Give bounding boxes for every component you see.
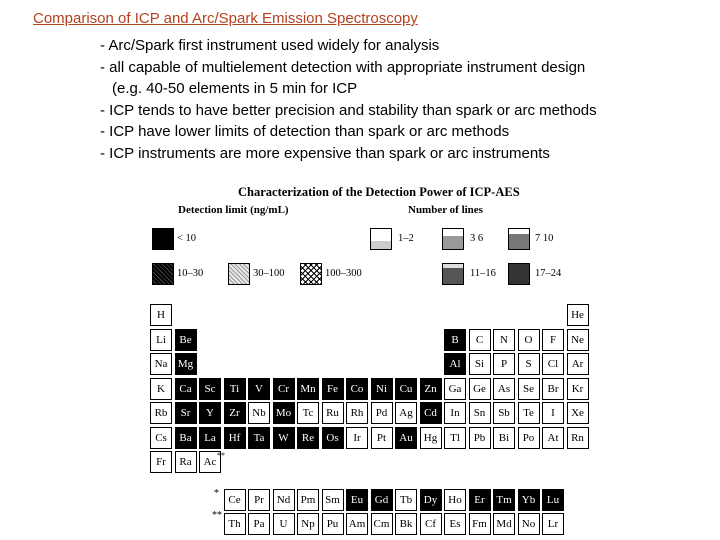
element-cell-c: C: [469, 329, 491, 351]
legend-swatch-17-24: [508, 263, 530, 285]
bullet-item: - ICP instruments are more expensive than spark or arc instruments: [100, 144, 550, 162]
element-cell-ir: Ir: [346, 427, 368, 449]
element-cell-bi: Bi: [493, 427, 515, 449]
legend-label-3-6: 3 6: [470, 233, 484, 244]
element-cell-sn: Sn: [469, 402, 491, 424]
element-cell-yb: Yb: [518, 489, 540, 511]
element-cell-te: Te: [518, 402, 540, 424]
element-cell-re: Re: [297, 427, 319, 449]
number-of-lines-header: Number of lines: [408, 204, 483, 216]
periodic-table-figure: [140, 180, 590, 538]
element-cell-si: Si: [469, 353, 491, 375]
element-cell-np: Np: [297, 513, 319, 535]
element-cell-mn: Mn: [297, 378, 319, 400]
element-cell-b: B: [444, 329, 466, 351]
legend-label-30-100: 30–100: [253, 268, 285, 279]
element-cell-ne: Ne: [567, 329, 589, 351]
element-cell-pa: Pa: [248, 513, 270, 535]
element-cell-ce: Ce: [224, 489, 246, 511]
element-cell-he: He: [567, 304, 589, 326]
element-cell-tm: Tm: [493, 489, 515, 511]
element-cell-cl: Cl: [542, 353, 564, 375]
element-cell-fm: Fm: [469, 513, 491, 535]
element-cell-ti: Ti: [224, 378, 246, 400]
element-cell-p: P: [493, 353, 515, 375]
element-cell-in: In: [444, 402, 466, 424]
element-cell-mg: Mg: [175, 353, 197, 375]
element-cell-br: Br: [542, 378, 564, 400]
element-cell-gd: Gd: [371, 489, 393, 511]
element-cell-ca: Ca: [175, 378, 197, 400]
element-cell-cr: Cr: [273, 378, 295, 400]
element-cell-ra: Ra: [175, 451, 197, 473]
element-cell-zn: Zn: [420, 378, 442, 400]
legend-swatch-100-300: [300, 263, 322, 285]
element-cell-am: Am: [346, 513, 368, 535]
element-cell-co: Co: [346, 378, 368, 400]
element-cell-eu: Eu: [346, 489, 368, 511]
element-cell-bk: Bk: [395, 513, 417, 535]
element-cell-u: U: [273, 513, 295, 535]
bullet-item: - all capable of multielement detection with appropriate instrument design: [100, 58, 586, 76]
element-cell-ac: Ac: [199, 451, 221, 473]
element-cell-f: F: [542, 329, 564, 351]
element-cell-ag: Ag: [395, 402, 417, 424]
element-cell-sm: Sm: [322, 489, 344, 511]
element-cell-ge: Ge: [469, 378, 491, 400]
element-cell-hf: Hf: [224, 427, 246, 449]
element-cell-tc: Tc: [297, 402, 319, 424]
element-cell-rb: Rb: [150, 402, 172, 424]
element-cell-ga: Ga: [444, 378, 466, 400]
element-cell-kr: Kr: [567, 378, 589, 400]
ac-mark: **: [217, 451, 225, 460]
element-cell-lr: Lr: [542, 513, 564, 535]
element-cell-la: La: [199, 427, 221, 449]
element-cell-sb: Sb: [493, 402, 515, 424]
element-cell-k: K: [150, 378, 172, 400]
legend-label-lt10: < 10: [177, 233, 197, 244]
element-cell-nb: Nb: [248, 402, 270, 424]
element-cell-li: Li: [150, 329, 172, 351]
element-cell-os: Os: [322, 427, 344, 449]
element-cell-md: Md: [493, 513, 515, 535]
element-cell-hg: Hg: [420, 427, 442, 449]
element-cell-fe: Fe: [322, 378, 344, 400]
element-cell-s: S: [518, 353, 540, 375]
element-cell-sr: Sr: [175, 402, 197, 424]
element-cell-nd: Nd: [273, 489, 295, 511]
element-cell-rn: Rn: [567, 427, 589, 449]
element-cell-ho: Ho: [444, 489, 466, 511]
element-cell-rh: Rh: [346, 402, 368, 424]
element-cell-no: No: [518, 513, 540, 535]
element-cell-ni: Ni: [371, 378, 393, 400]
element-cell-i: I: [542, 402, 564, 424]
legend-label-17-24: 17–24: [535, 268, 562, 279]
element-cell-dy: Dy: [420, 489, 442, 511]
element-cell-pb: Pb: [469, 427, 491, 449]
element-cell-tb: Tb: [395, 489, 417, 511]
bullet-list: [100, 35, 597, 164]
element-cell-tl: Tl: [444, 427, 466, 449]
lanthanide-mark: *: [214, 488, 219, 499]
legend-label-11-16: 11–16: [470, 268, 496, 279]
element-cell-er: Er: [469, 489, 491, 511]
element-cell-ar: Ar: [567, 353, 589, 375]
element-cell-lu: Lu: [542, 489, 564, 511]
element-cell-w: W: [273, 427, 295, 449]
element-cell-pd: Pd: [371, 402, 393, 424]
bullet-item: - ICP tends to have better precision and stability than spark or arc methods: [100, 101, 597, 119]
legend-label-7-10: 7 10: [535, 233, 554, 244]
legend-label-1-2: 1–2: [398, 233, 414, 244]
element-cell-zr: Zr: [224, 402, 246, 424]
element-cell-mo: Mo: [273, 402, 295, 424]
element-cell-fr: Fr: [150, 451, 172, 473]
element-cell-al: Al: [444, 353, 466, 375]
element-cell-cm: Cm: [371, 513, 393, 535]
element-cell-th: Th: [224, 513, 246, 535]
element-cell-na: Na: [150, 353, 172, 375]
element-cell-o: O: [518, 329, 540, 351]
element-cell-pu: Pu: [322, 513, 344, 535]
legend-swatch-11-16: [442, 263, 464, 285]
element-cell-ta: Ta: [248, 427, 270, 449]
element-cell-be: Be: [175, 329, 197, 351]
element-cell-ba: Ba: [175, 427, 197, 449]
bullet-item: (e.g. 40-50 elements in 5 min for ICP: [112, 80, 358, 97]
legend-swatch-30-100: [228, 263, 250, 285]
element-cell-sc: Sc: [199, 378, 221, 400]
element-cell-pr: Pr: [248, 489, 270, 511]
detection-limit-header: Detection limit (ng/mL): [178, 204, 289, 216]
element-cell-cu: Cu: [395, 378, 417, 400]
element-cell-xe: Xe: [567, 402, 589, 424]
legend-swatch-1-2: [370, 228, 392, 250]
element-cell-as: As: [493, 378, 515, 400]
element-cell-se: Se: [518, 378, 540, 400]
element-cell-at: At: [542, 427, 564, 449]
element-cell-y: Y: [199, 402, 221, 424]
legend-label-100-300: 100–300: [325, 268, 362, 279]
element-cell-po: Po: [518, 427, 540, 449]
legend-label-10-30: 10–30: [177, 268, 204, 279]
element-cell-au: Au: [395, 427, 417, 449]
element-cell-pt: Pt: [371, 427, 393, 449]
element-cell-h: H: [150, 304, 172, 326]
legend-swatch-7-10: [508, 228, 530, 250]
legend-swatch-lt10: [152, 228, 174, 250]
element-cell-cf: Cf: [420, 513, 442, 535]
actinide-mark: **: [212, 510, 222, 521]
element-cell-pm: Pm: [297, 489, 319, 511]
legend-swatch-3-6: [442, 228, 464, 250]
legend-swatch-10-30: [152, 263, 174, 285]
element-cell-cd: Cd: [420, 402, 442, 424]
element-cell-cs: Cs: [150, 427, 172, 449]
figure-title: Characterization of the Detection Power of ICP-AES: [238, 185, 520, 199]
element-cell-es: Es: [444, 513, 466, 535]
element-cell-ru: Ru: [322, 402, 344, 424]
bullet-item: - Arc/Spark first instrument used widely for analysis: [100, 37, 440, 54]
element-cell-v: V: [248, 378, 270, 400]
element-cell-n: N: [493, 329, 515, 351]
slide-title: Comparison of ICP and Arc/Spark Emission Spectroscopy: [33, 10, 418, 27]
bullet-item: - ICP have lower limits of detection than spark or arc methods: [100, 123, 510, 140]
